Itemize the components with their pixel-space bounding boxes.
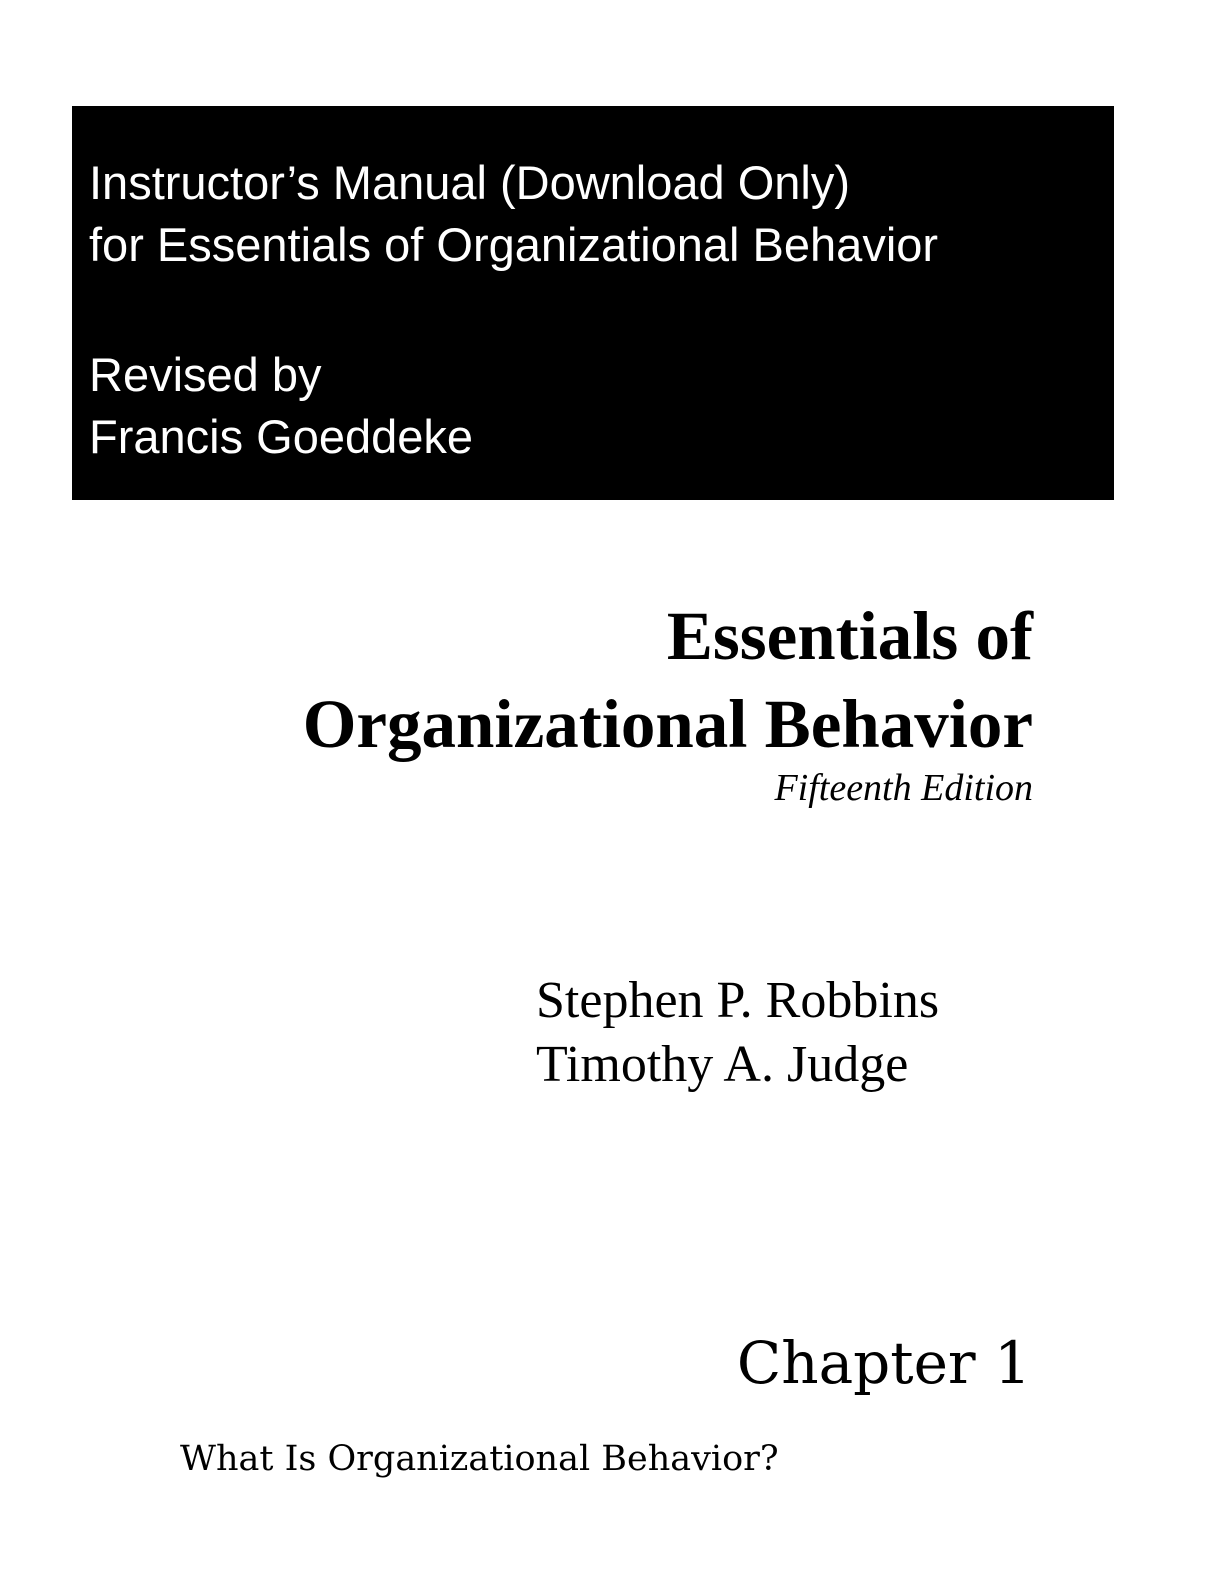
banner-line-revised-by: Revised by <box>89 348 322 401</box>
chapter-title: What Is Organizational Behavior? <box>180 1439 779 1479</box>
author-name: Timothy A. Judge <box>536 1036 909 1093</box>
chapter-label: Chapter 1 <box>736 1329 1031 1397</box>
instructor-manual-banner <box>72 106 1114 500</box>
banner-line-for-book: for Essentials of Organizational Behavior <box>89 218 939 271</box>
book-edition: Fifteenth Edition <box>774 767 1033 809</box>
book-title-line-1: Essentials of <box>666 598 1033 674</box>
banner-line-manual: Instructor’s Manual (Download Only) <box>89 156 851 209</box>
banner-line-reviser: Francis Goeddeke <box>89 410 474 463</box>
book-title-line-2: Organizational Behavior <box>302 686 1033 762</box>
author-name: Stephen P. Robbins <box>536 972 940 1029</box>
